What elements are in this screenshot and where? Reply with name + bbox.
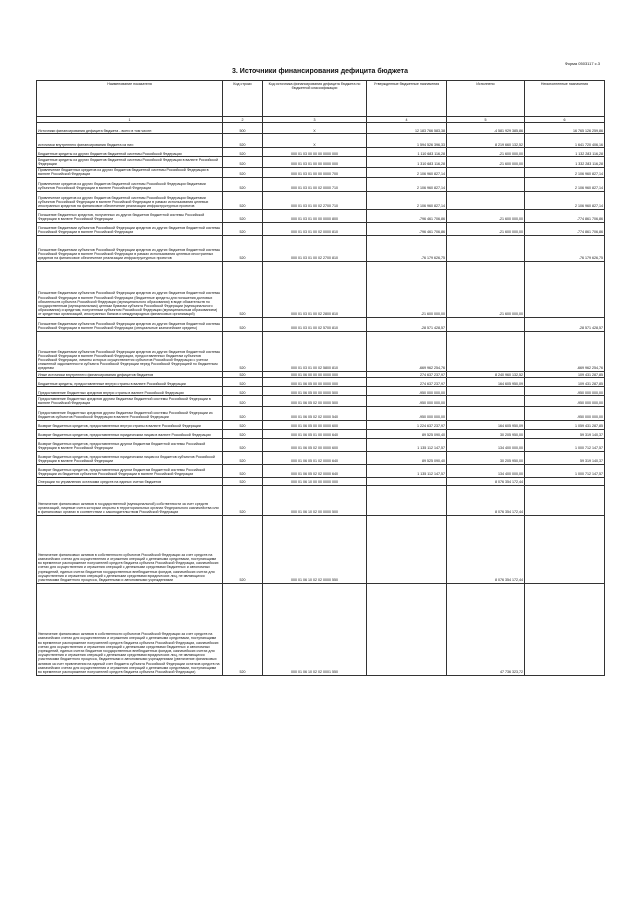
row-executed: -21 600 000,00 [447,223,525,236]
row-unexecuted: 2 106 960 827,14 [525,192,605,210]
row-name: Возврат бюджетных кредитов, предоставленных юридическим лицам из бюджетов субъектов Российской Федерации в валюте Российской Федерации [37,451,223,464]
row-unexecuted [525,262,605,318]
row-unexecuted: -774 861 706,86 [525,223,605,236]
row-executed: -21 600 000,00 [447,157,525,167]
table-row [37,429,605,438]
table-row [37,178,605,192]
row-source-code: 000 01 03 01 00 02 2700 810 [263,236,367,262]
row-line-code: 520 [223,223,263,236]
table-row [37,148,605,157]
row-approved: 2 106 960 827,14 [367,192,447,210]
row-unexecuted: 1 641 720 406,16 [525,134,605,148]
row-line-code: 520 [223,134,263,148]
row-approved: 89 525 090,40 [367,451,447,464]
row-source-code: 000 01 03 01 00 02 0000 810 [263,223,367,236]
row-line-code: 520 [223,515,263,583]
row-source-code: 000 01 06 05 01 00 0000 640 [263,429,367,438]
row-source-code: 000 01 03 01 00 00 0000 700 [263,167,367,177]
row-name: Погашение бюджетами субъектов Российской Федерации кредитов из других бюджетов бюджетной системы Российской Федерации в валюте Российской Федерации (бюджетные кредиты для погашения долговых обязательств субъекта Российской Федерации (муниципального образования) в виде обязательств по государственным (муниципальным) ценным бумагам субъекта Российской Федерации (муниципального образования) и кредитам, полученным субъектом Российской Федерации (муниципальным образованием) от кредитных организаций, иностранных банков и международных финансовых организаций) [37,262,223,318]
row-executed [447,236,525,262]
row-approved: 1 110 683 116,28 [367,148,447,157]
table-header-row [37,81,605,117]
column-header-unexecuted: Неисполненные назначения [525,81,605,117]
row-line-code: 520 [223,396,263,406]
row-approved [367,583,447,675]
row-approved: 274 637 237,97 [367,378,447,387]
row-unexecuted: -669 962 254,76 [525,332,605,372]
row-approved [367,515,447,583]
row-line-code: 520 [223,464,263,477]
row-name: Привлечение кредитов из других бюджетов бюджетной системы Российской Федерации бюджетами субъектов Российской Федерации в валюте Российской Федерации в рамках использования целевых иностранных кредитов на финансовое обеспечение реализации инфраструктурных проектов [37,192,223,210]
row-source-code: 000 01 06 00 00 00 0000 000 [263,372,367,378]
table-row [37,406,605,420]
column-number: 5 [447,117,525,123]
row-unexecuted: 16 765 126 259,86 [525,123,605,134]
row-unexecuted: 1 332 283 116,28 [525,157,605,167]
row-name: Увеличение финансовых активов в собственности субъектов Российской Федерации за счет средств на казначейских счетах для осуществления и отражения операций с денежными средствами, поступающими во временное распоряжение получателей средств бюджета субъекта Российской Федерации, казначейских счетах для осуществления и отражения операций с денежными средствами бюджетных и автономных учреждений, единых счетах бюджетов государственных внебюджетных фондов, казначейских счетах для осуществления и отражения операций с денежными средствами юридических лиц, не являющихся участниками бюджетного процесса, бюджетными и автономными учреждениями (увеличение финансовых активов за счет привлечения на единый счет бюджета субъекта Российской Федерации остатков средств на казначейских счетах для осуществления и отражения операций с денежными средствами, поступающими во временное распоряжение получателей средств бюджета субъекта Российской Федерации) [37,583,223,675]
row-source-code: 000 01 03 01 00 02 5700 810 [263,318,367,332]
row-executed [447,396,525,406]
row-executed: 134 400 000,00 [447,438,525,451]
row-name: Предоставление бюджетных кредитов другим бюджетам бюджетной системы Российской Федерации из бюджетов субъектов Российской Федерации в валюте Российской Федерации [37,406,223,420]
row-unexecuted: 109 431 287,85 [525,372,605,378]
row-source-code: 000 01 03 01 00 00 0000 800 [263,210,367,223]
row-name: Увеличение финансовых активов в собственности субъектов Российской Федерации за счет средств на казначейских счетах для осуществления и отражения операций с денежными средствами, поступающими во временное распоряжение получателей средств бюджета субъекта Российской Федерации, казначейских счетах для осуществления и отражения операций с денежными средствами бюджетных и автономных учреждений, единых счетах бюджетов государственных внебюджетных фондов, казначейских счетах для осуществления и отражения операций с денежными средствами юридических лиц, не являющихся участниками бюджетного процесса, бюджетными и автономными учреждениями [37,515,223,583]
row-unexecuted: 109 431 287,85 [525,378,605,387]
row-line-code: 520 [223,451,263,464]
row-source-code: 000 01 06 05 00 00 0000 600 [263,420,367,429]
row-approved: 1 310 683 116,28 [367,157,447,167]
table-row [37,477,605,485]
row-approved: 12 183 766 583,38 [367,123,447,134]
row-line-code: 520 [223,157,263,167]
table-row [37,387,605,396]
row-executed: 8 076 354 172,44 [447,477,525,485]
row-line-code: 520 [223,210,263,223]
row-name: Возврат бюджетных кредитов, предоставленных другим бюджетам бюджетной системы Российской Федерации в валюте Российской Федерации [37,438,223,451]
row-name: Бюджетные кредиты из других бюджетов бюджетной системы Российской Федерации [37,148,223,157]
table-row [37,464,605,477]
row-executed [447,318,525,332]
row-name: Погашение бюджетами субъектов Российской Федерации кредитов из других бюджетов бюджетной системы Российской Федерации в валюте Российской Федерации, предоставленных бюджетам субъектов Российской Федерации, лимиты которых осуществляется субъектов Российской Федерации с учетом сниженной задолженности субъекта Российской Федерации перед Российской Федерацией по бюджетным кредитам [37,332,223,372]
row-name: Привлечение бюджетных кредитов из других бюджетов бюджетной системы Российской Федерации в валюте Российской Федерации [37,167,223,177]
row-line-code: 520 [223,387,263,396]
row-unexecuted: 1 059 431 287,85 [525,420,605,429]
column-number: 3 [263,117,367,123]
row-name: Возврат бюджетных кредитов, предоставленных другим бюджетам бюджетной системы Российской Федерации из бюджетов субъектов Российской Федерации в валюте Российской Федерации [37,464,223,477]
table-row [37,123,605,134]
row-approved: 1 135 112 147,57 [367,438,447,451]
row-approved: -950 000 000,00 [367,387,447,396]
row-approved: -669 962 254,76 [367,332,447,372]
row-name: Увеличение финансовых активов в государственной (муниципальной) собственности за счет средств организаций, лицевые счета которым открыты в территориальных органах Федерального казначейства или в финансовых органах в соответствии с законодательством Российской Федерации [37,485,223,515]
row-unexecuted: -28 571 428,57 [525,318,605,332]
row-source-code: 000 01 06 05 00 00 0000 500 [263,387,367,396]
form-code: Форма 0503117 с.3 [564,61,600,66]
row-name: Бюджетные кредиты из других бюджетов бюджетной системы Российской Федерации в валюте Российской Федерации [37,157,223,167]
row-unexecuted: -76 179 626,75 [525,236,605,262]
table-row [37,167,605,177]
table-row [37,378,605,387]
row-line-code: 520 [223,372,263,378]
row-unexecuted: 1 000 712 147,57 [525,438,605,451]
table-row [37,236,605,262]
row-approved: -76 179 626,75 [367,236,447,262]
column-number: 4 [367,117,447,123]
financing-sources-table [36,80,605,676]
row-name: Погашение бюджетных кредитов, полученных из других бюджетов бюджетной системы Российской Федерации в валюте Российской Федерации [37,210,223,223]
row-executed [447,192,525,210]
table-row [37,420,605,429]
row-line-code: 520 [223,318,263,332]
table-row [37,332,605,372]
row-source-code: 000 01 03 00 00 00 0000 000 [263,148,367,157]
row-line-code: 520 [223,378,263,387]
row-executed: -21 600 000,00 [447,210,525,223]
row-source-code: 000 01 06 10 00 00 0000 000 [263,477,367,485]
row-source-code: 000 01 06 10 02 02 0001 550 [263,583,367,675]
row-source-code: 000 01 06 05 02 00 0000 600 [263,438,367,451]
table-row [37,396,605,406]
row-unexecuted [525,477,605,485]
row-line-code: 520 [223,192,263,210]
row-executed: 30 205 950,00 [447,451,525,464]
table-row [37,451,605,464]
page-title: 3. Источники финансирования дефицита бюджета [232,68,408,75]
row-source-code: 000 01 03 01 00 00 0000 000 [263,157,367,167]
row-line-code: 520 [223,583,263,675]
row-line-code: 520 [223,429,263,438]
row-approved: 2 106 960 827,14 [367,167,447,177]
row-name: источники внутреннего финансирования бюджета из них: [37,134,223,148]
row-unexecuted [525,583,605,675]
row-line-code: 520 [223,262,263,318]
table-row [37,157,605,167]
column-header-line-code: Код строки [223,81,263,117]
row-line-code: 520 [223,406,263,420]
row-name: Иные источники внутреннего финансирования дефицитов бюджетов [37,372,223,378]
row-unexecuted: -774 861 706,86 [525,210,605,223]
row-executed [447,167,525,177]
row-unexecuted: 1 132 283 116,28 [525,148,605,157]
row-executed: 8 219 660 132,52 [447,134,525,148]
row-executed: 30 205 950,00 [447,429,525,438]
row-line-code: 520 [223,236,263,262]
row-line-code: 520 [223,477,263,485]
row-name: Предоставление бюджетных кредитов другим бюджетам бюджетной системы Российской Федерации в валюте Российской Федерации [37,396,223,406]
row-source-code: 000 01 06 05 02 02 0000 540 [263,406,367,420]
row-executed: 47 736 323,72 [447,583,525,675]
row-unexecuted [525,515,605,583]
row-line-code: 520 [223,485,263,515]
row-name: Погашение бюджетами субъектов Российской Федерации кредитов из других бюджетов бюджетной системы Российской Федерации в валюте Российской Федерации (специальные казначейские кредиты) [37,318,223,332]
row-unexecuted: 2 106 960 827,14 [525,167,605,177]
row-unexecuted: 59 319 140,37 [525,429,605,438]
row-name: Погашение бюджетами субъектов Российской Федерации кредитов из других бюджетов бюджетной системы Российской Федерации в валюте Российской Федерации в рамках использования целевых иностранных кредитов на финансовое обеспечение реализации инфраструктурных проектов [37,236,223,262]
row-source-code: 000 01 03 01 00 02 0000 710 [263,178,367,192]
row-approved: 274 637 237,97 [367,372,447,378]
row-name: Привлечение кредитов из других бюджетов бюджетной системы Российской Федерации бюджетами субъектов Российской Федерации в валюте Российской Федерации [37,178,223,192]
row-line-code: 500 [223,123,263,134]
row-source-code: 000 01 06 10 02 02 0000 550 [263,515,367,583]
row-approved: -28 571 428,57 [367,318,447,332]
row-name: Возврат бюджетных кредитов, предоставленных юридическим лицам в валюте Российской Федерации [37,429,223,438]
row-executed: 8 076 354 172,44 [447,485,525,515]
table-row [37,485,605,515]
row-source-code: X [263,134,367,148]
table-row [37,223,605,236]
row-approved: 2 106 960 827,14 [367,178,447,192]
row-source-code: 000 01 06 05 02 00 0000 500 [263,396,367,406]
row-approved: -21 600 000,00 [367,262,447,318]
row-line-code: 520 [223,178,263,192]
row-approved: 1 224 637 237,97 [367,420,447,429]
row-line-code: 520 [223,148,263,157]
row-executed: 164 605 950,09 [447,420,525,429]
row-executed: -21 600 000,00 [447,148,525,157]
row-unexecuted: -950 000 000,00 [525,396,605,406]
row-source-code: 000 01 06 10 02 00 0000 500 [263,485,367,515]
column-number: 1 [37,117,223,123]
row-executed: 134 400 000,00 [447,464,525,477]
row-name: Возврат бюджетных кредитов, предоставленных внутри страны в валюте Российской Федерации [37,420,223,429]
row-approved: -950 000 000,00 [367,406,447,420]
row-approved: -796 461 706,86 [367,223,447,236]
row-approved: -796 461 706,86 [367,210,447,223]
column-number: 6 [525,117,605,123]
row-line-code: 520 [223,438,263,451]
row-unexecuted: 59 319 140,37 [525,451,605,464]
row-approved [367,477,447,485]
row-unexecuted [525,485,605,515]
row-executed [447,332,525,372]
row-approved: 1 594 526 396,33 [367,134,447,148]
row-approved [367,485,447,515]
row-unexecuted: 1 000 712 147,57 [525,464,605,477]
table-row [37,134,605,148]
row-source-code: 000 01 03 01 00 02 2800 810 [263,262,367,318]
row-source-code: X [263,123,367,134]
row-unexecuted: -950 000 000,00 [525,406,605,420]
row-unexecuted: 2 106 960 827,14 [525,178,605,192]
row-executed: -21 600 000,00 [447,262,525,318]
row-approved: 1 135 112 147,57 [367,464,447,477]
row-line-code: 520 [223,167,263,177]
row-line-code: 520 [223,420,263,429]
row-source-code: 000 01 03 01 00 02 2700 710 [263,192,367,210]
row-name: Операции по управлению остатками средств на единых счетах бюджетов [37,477,223,485]
row-executed [447,406,525,420]
row-unexecuted: -950 000 000,00 [525,387,605,396]
row-executed [447,178,525,192]
column-header-executed: Исполнено [447,81,525,117]
column-header-source-code: Код источника финансирования дефицита бюджета по бюджетной классификации [263,81,367,117]
table-row [37,583,605,675]
column-header-approved: Утвержденные бюджетные назначения [367,81,447,117]
column-header-name: Наименование показателя [37,81,223,117]
row-executed: 164 605 950,09 [447,378,525,387]
table-body [37,123,605,675]
table-row [37,515,605,583]
table-row [37,210,605,223]
table-row [37,438,605,451]
column-number: 2 [223,117,263,123]
row-name: Погашение бюджетами субъектов Российской Федерации кредитов из других бюджетов бюджетной системы Российской Федерации в валюте Российской Федерации [37,223,223,236]
row-executed [447,387,525,396]
row-executed: -4 581 929 385,86 [447,123,525,134]
row-name: Предоставление бюджетных кредитов внутри страны в валюте Российской Федерации [37,387,223,396]
row-line-code: 520 [223,332,263,372]
table-row [37,192,605,210]
table-row [37,262,605,318]
row-source-code: 000 01 06 05 00 00 0000 000 [263,378,367,387]
row-source-code: 000 01 03 01 00 02 5800 810 [263,332,367,372]
row-source-code: 000 01 06 05 01 02 0000 640 [263,451,367,464]
row-name: Источники финансирования дефицита бюджета - всего в том числе: [37,123,223,134]
row-approved: 89 525 090,40 [367,429,447,438]
table-row [37,318,605,332]
row-source-code: 000 01 06 05 02 02 0000 640 [263,464,367,477]
row-name: Бюджетные кредиты, предоставленные внутри страны в валюте Российской Федерации [37,378,223,387]
row-executed: 8 240 960 132,52 [447,372,525,378]
row-executed: 8 076 354 172,44 [447,515,525,583]
row-approved: -950 000 000,00 [367,396,447,406]
